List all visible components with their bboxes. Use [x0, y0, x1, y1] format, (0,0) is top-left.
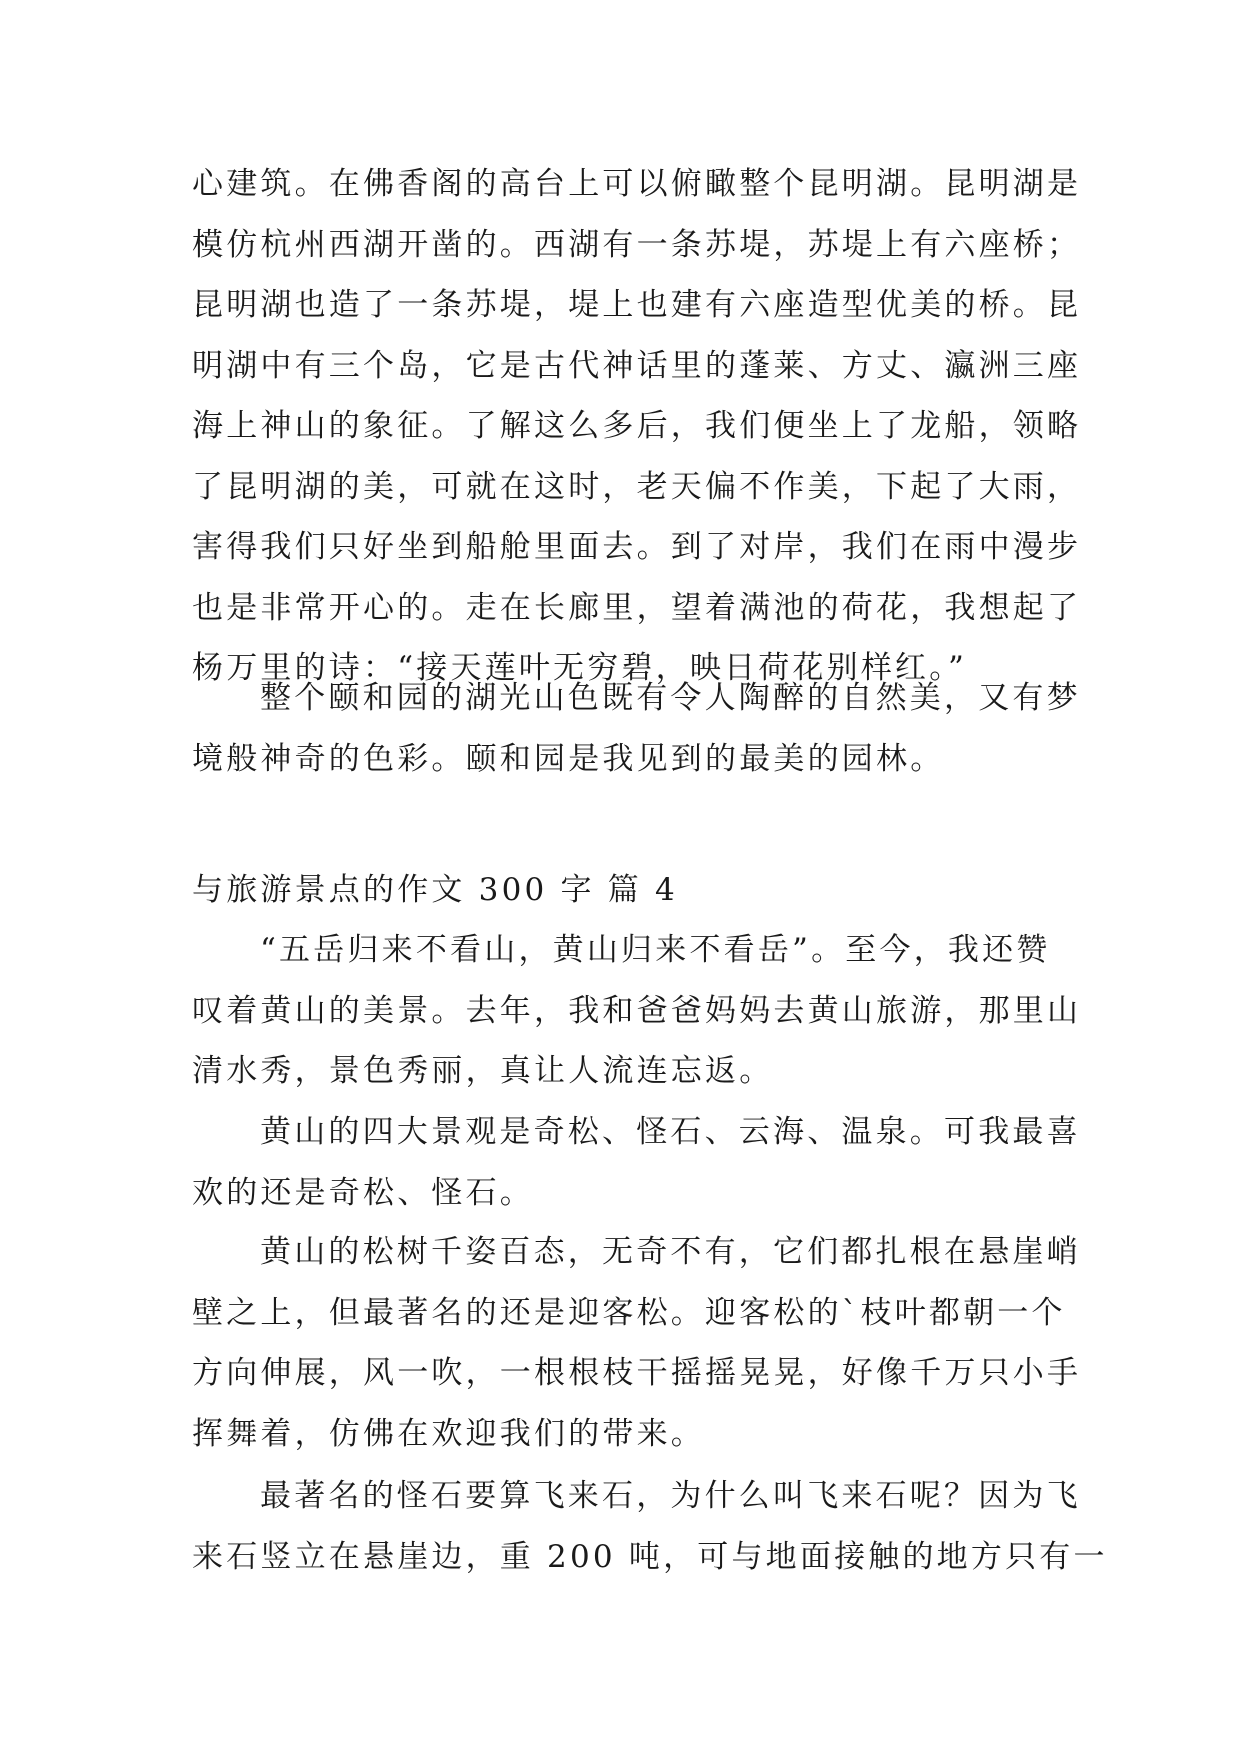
text-line: 黄山的松树千姿百态，无奇不有，它们都扎根在悬崖峭 — [260, 1234, 1081, 1270]
text-line: 心建筑。在佛香阁的高台上可以俯瞰整个昆明湖。昆明湖是 — [192, 166, 1082, 202]
text-line: 欢的还是奇松、怪石。 — [192, 1174, 534, 1211]
text-line: 挥舞着，仿佛在欢迎我们的带来。 — [192, 1415, 705, 1452]
text-line: 明湖中有三个岛，它是古代神话里的蓬莱、方丈、瀛洲三座 — [192, 347, 1082, 384]
text-line: 方向伸展，风一吹，一根根枝干摇摇晃晃，好像千万只小手 — [192, 1355, 1082, 1391]
paragraph-summer-palace-lake — [192, 154, 1082, 699]
text-line: 黄山的四大景观是奇松、怪石、云海、温泉。可我最喜 — [260, 1114, 1081, 1150]
text-line: 了昆明湖的美，可就在这时，老天偏不作美，下起了大雨， — [192, 468, 1082, 505]
text-line: 海上神山的象征。了解这么多后，我们便坐上了龙船，领略 — [192, 408, 1082, 444]
section-heading — [192, 860, 1062, 921]
text-line: 昆明湖也造了一条苏堤，堤上也建有六座造型优美的桥。昆 — [192, 287, 1082, 323]
paragraph-huangshan-pines — [192, 1222, 1082, 1464]
paragraph-summer-palace-conclusion — [192, 668, 1081, 789]
section-heading-text: 与旅游景点的作文 300 字 篇 4 — [192, 872, 678, 908]
text-line: 杨万里的诗：“接天莲叶无穷碧，映日荷花别样红。” — [192, 650, 967, 686]
text-line: 来石竖立在悬崖边，重 200 吨，可与地面接触的地方只有一 — [192, 1538, 1108, 1575]
text-line: 壁之上，但最著名的还是迎客松。迎客松的`枝叶都朝一个 — [192, 1294, 1066, 1331]
paragraph-huangshan-wonders — [192, 1102, 1081, 1223]
paragraph-huangshan-intro — [192, 920, 1082, 1102]
text-line: 境般神奇的色彩。颐和园是我见到的最美的园林。 — [192, 740, 945, 777]
text-line: 叹着黄山的美景。去年，我和爸爸妈妈去黄山旅游，那里山 — [192, 992, 1082, 1029]
text-line: 模仿杭州西湖开凿的。西湖有一条苏堤，苏堤上有六座桥； — [192, 226, 1082, 263]
text-line: 清水秀，景色秀丽，真让人流连忘返。 — [192, 1053, 774, 1089]
text-line: 整个颐和园的湖光山色既有令人陶醉的自然美，又有梦 — [260, 680, 1081, 716]
text-line: 害得我们只好坐到船舱里面去。到了对岸，我们在雨中漫步 — [192, 529, 1082, 565]
text-line: 也是非常开心的。走在长廊里，望着满池的荷花，我想起了 — [192, 589, 1082, 626]
text-line: 最著名的怪石要算飞来石，为什么叫飞来石呢？因为飞 — [260, 1478, 1081, 1514]
paragraph-huangshan-rocks — [192, 1466, 1108, 1587]
text-line: “五岳归来不看山，黄山归来不看岳”。至今，我还赞 — [260, 932, 1051, 968]
